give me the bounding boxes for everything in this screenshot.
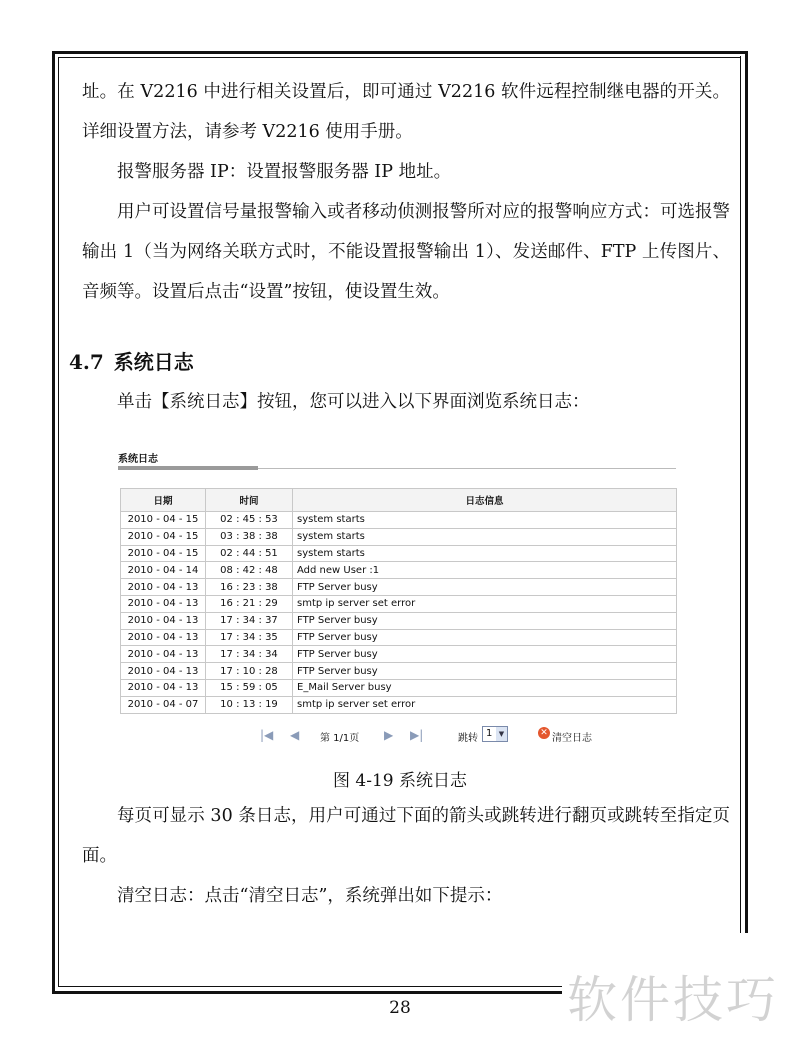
log-message: FTP Server busy [293,612,677,629]
jump-page-select[interactable] [482,726,508,742]
table-row [121,679,677,696]
log-date: 2010 - 04 - 13 [121,595,206,612]
clear-log-button[interactable]: 清空日志 [552,733,592,744]
column-header-message: 日志信息 [293,489,677,512]
paragraph: 用户可设置信号量报警输入或者移动侦测报警所对应的报警响应方式：可选报警输出 1（当为网络关联方式时，不能设置报警输出 1）、发送邮件、FTP 上传图片、音频等。设置后点击“设置”按钮，使设置生效。 [82,202,730,302]
log-message: system starts [293,512,677,529]
log-message: FTP Server busy [293,629,677,646]
page-frame-bottom [52,991,562,994]
intro-paragraph: 单击【系统日志】按钮，您可以进入以下界面浏览系统日志： [117,392,590,412]
first-page-icon[interactable]: |◀ [260,728,274,742]
table-row [121,646,677,663]
log-time: 15 : 59 : 05 [206,679,293,696]
jump-label: 跳转 [458,733,478,744]
log-time: 17 : 34 : 37 [206,612,293,629]
log-time: 17 : 34 : 34 [206,646,293,663]
paragraph: 每页可显示 30 条日志，用户可通过下面的箭头或跳转进行翻页或跳转至指定页面。 [82,806,730,866]
log-message: E_Mail Server busy [293,679,677,696]
table-header-row [121,489,677,512]
log-message: FTP Server busy [293,663,677,680]
log-time: 17 : 34 : 35 [206,629,293,646]
paragraph: 报警服务器 IP：设置报警服务器 IP 地址。 [117,162,452,182]
prev-page-icon[interactable]: ◀ [290,728,300,742]
section-title: 系统日志 [113,350,194,374]
page-indicator: 第 1/1页 [320,733,360,744]
body-text-top [69,72,730,422]
table-row [121,528,677,545]
page-frame-inner-right [740,56,741,933]
body-text-bottom [82,796,730,916]
log-message: smtp ip server set error [293,595,677,612]
log-date: 2010 - 04 - 13 [121,646,206,663]
log-message: system starts [293,545,677,562]
log-time: 16 : 21 : 29 [206,595,293,612]
log-message: Add new User :1 [293,562,677,579]
log-message: FTP Server busy [293,579,677,596]
last-page-icon[interactable]: ▶| [410,728,424,742]
log-date: 2010 - 04 - 15 [121,545,206,562]
section-number: 4.7 [69,350,104,374]
table-row [121,612,677,629]
next-page-icon[interactable]: ▶ [384,728,394,742]
log-time: 17 : 10 : 28 [206,663,293,680]
log-message: smtp ip server set error [293,696,677,713]
column-header-time: 时间 [206,489,293,512]
log-date: 2010 - 04 - 13 [121,663,206,680]
log-time: 16 : 23 : 38 [206,579,293,596]
table-row [121,512,677,529]
watermark: 软件技巧 [567,971,779,1029]
log-time: 08 : 42 : 48 [206,562,293,579]
figure-caption: 图 4-19 系统日志 [333,771,467,791]
page-frame-inner-top [58,57,741,58]
table-row [121,696,677,713]
log-message: system starts [293,528,677,545]
log-date: 2010 - 04 - 13 [121,579,206,596]
table-row [121,595,677,612]
pagination-bar [258,726,678,746]
page-frame-right [745,51,748,933]
jump-page-value: 1 [486,728,493,739]
log-date: 2010 - 04 - 13 [121,679,206,696]
table-row [121,629,677,646]
table-row [121,545,677,562]
table-row [121,579,677,596]
log-panel-title: 系统日志 [118,454,158,465]
title-underline-bar [118,466,258,470]
table-row [121,562,677,579]
table-row [121,663,677,680]
column-header-date: 日期 [121,489,206,512]
page-frame-inner-bottom [58,986,562,987]
log-time: 10 : 13 : 19 [206,696,293,713]
log-table [120,488,677,714]
log-date: 2010 - 04 - 13 [121,629,206,646]
log-date: 2010 - 04 - 15 [121,512,206,529]
clear-log-icon[interactable]: ✕ [538,727,550,739]
section-heading [69,342,730,382]
page-frame-inner-left [58,57,59,987]
log-date: 2010 - 04 - 13 [121,612,206,629]
log-time: 02 : 45 : 53 [206,512,293,529]
paragraph: 址。在 V2216 中进行相关设置后，即可通过 V2216 软件远程控制继电器的开关。详细设置方法，请参考 V2216 使用手册。 [82,82,730,142]
log-date: 2010 - 04 - 14 [121,562,206,579]
paragraph: 清空日志：点击“清空日志”，系统弹出如下提示： [117,886,503,906]
log-date: 2010 - 04 - 15 [121,528,206,545]
chevron-down-icon: ▼ [496,727,507,741]
log-time: 02 : 44 : 51 [206,545,293,562]
system-log-screenshot [118,446,678,746]
log-date: 2010 - 04 - 07 [121,696,206,713]
log-message: FTP Server busy [293,646,677,663]
page-number: 28 [389,998,411,1018]
log-time: 03 : 38 : 38 [206,528,293,545]
